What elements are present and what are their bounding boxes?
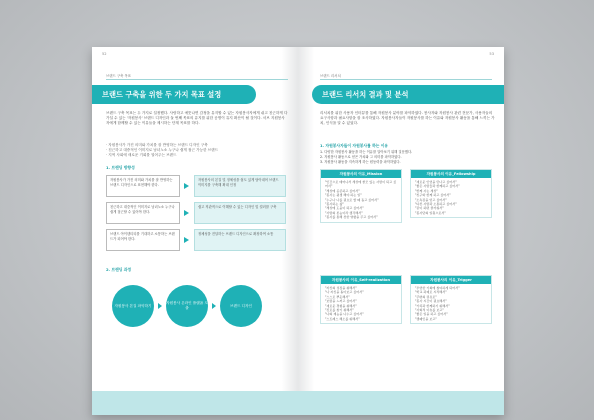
list-item: 1. 다양한 자원봉사 활동을 하는 이유를 알아보기 위해 질문했다.: [320, 150, 413, 154]
intro-text: 브랜드 구축 목표는 두 가지로 설정했다. 사랑하고 애틋나면 감정을 유지할 수 있는 자원봉사자에게 쉬고 친근하게 다가설 수 있는 '자원봉사' 브랜드 디자인과 둘 번째 목표의 유지를 위한 공명이 유지 확산이 될 것이다. 서브 지원봉사자에게 함께할 수 있는 이유들을 제시하는 단계 목표를 하다.: [106, 111, 288, 126]
direction-box: 자원봉사가 가진 의미와 가치를 잘 반영하는 브랜드 디자인으로 표현해야 한다.: [106, 175, 180, 197]
card-item: "같이 하면 즐거워서": [415, 206, 444, 211]
card-item: "인간으로 태어나서 세상에 쓸모 있는 사람이 되고 싶어서": [325, 180, 397, 189]
intro-text: 리서치를 위한 사용자 인터뷰를 통해 자원봉사 분야를 파악하였다. 봉사자와 자원봉사 관련 전문가, 사용자들의 요구사항과 필요사항을 잘 조사하였다. 자원봉사자들이 자원봉사를 하는 이유와 자원봉사 활동을 통해 느끼는 가치, 인식을 알 수 있었다.: [320, 111, 495, 126]
divider: [320, 79, 492, 80]
arrow-right-icon: [212, 303, 216, 309]
card-item: "소속감을 얻고 싶어서": [415, 197, 447, 202]
card-title: 자원봉사의 이유_Fellowship: [411, 170, 491, 178]
card-item: "봉사단의 일원으로서": [415, 210, 446, 215]
card-item: "누구나 나를 필요로 할 때 돕고 싶어서": [325, 197, 379, 202]
card-item: "봉사는 평생 해야 하는 일": [325, 193, 362, 198]
bullet-item: · 지역 사회에 새로운 기회를 열어주는 브랜드: [106, 153, 177, 157]
card-item: "학교 과제로 시작해서": [415, 290, 447, 295]
card-items: [411, 178, 491, 217]
process-step-circle: [166, 285, 208, 327]
arrow-right-icon: [158, 303, 162, 309]
section-label: 브랜드 리서치: [320, 74, 341, 78]
page-title: 브랜드 리서치 결과 및 분석: [312, 85, 504, 104]
card-items: [321, 178, 401, 222]
reason-card-fellowship: [410, 169, 492, 218]
process-step-circle: [220, 285, 262, 327]
card-item: "봉사 시간이 필요해서": [415, 299, 447, 304]
card-item: "우연한 기회에 참여하게 되어서": [415, 286, 460, 290]
direction-result-box: 쉽고 직관적으로 이해할 수 있는 디자인 및 컬러를 구축: [194, 202, 286, 224]
card-items: [411, 284, 491, 323]
card-item: "자신의 성장을 위해서": [325, 286, 357, 290]
page-number: 52: [102, 52, 107, 56]
card-item: "사람의 본능이라 생각해서": [325, 210, 363, 215]
reason-card-trigger: [410, 275, 492, 324]
process-step-label: 자원봉사 온라인 플랫폼 도출: [166, 301, 208, 310]
left-page: [92, 47, 298, 415]
direction-result-box: 자원봉사의 본질 및 정체성을 쉽도 있게 담아내어 브랜드 이미지를 구축해 확대 인정: [194, 175, 286, 197]
arrow-right-icon: [184, 183, 189, 189]
right-page: [298, 47, 504, 415]
card-item: "세상에 공존하고 싶어서": [325, 188, 360, 193]
card-item: "진로를 찾기 위해서": [325, 308, 354, 313]
card-item: "봉사를 통해 선한 영향을 주고 싶어서": [325, 215, 378, 220]
card-item: "좋은 일을 하고 싶어서": [415, 312, 448, 317]
card-item: "스트레스 해소를 위해서": [325, 316, 360, 321]
subheading-reasons: 1. 자원봉사자들이 자원봉사를 하는 이유: [320, 143, 389, 148]
section-label: 브랜드 구축 목표: [106, 74, 132, 78]
card-item: "봉사하는 삶": [325, 202, 344, 207]
bullet-item: · 친근하고 대중적인 이미지로 남녀노소 누구나 쉽게 접근 가능한 브랜드: [106, 148, 219, 152]
list-item: 3. 자원봉사 활동을 지속하게 하는 원동력을 파악하였다.: [320, 160, 401, 164]
card-title: 자원봉사의 이유_Trigger: [411, 276, 491, 284]
process-step-label: 브랜드 디자인: [230, 303, 252, 308]
booklet-spread: [92, 47, 504, 415]
divider: [106, 79, 288, 80]
subheading-direction: 1. 브랜딩 방향성: [106, 165, 135, 170]
arrow-right-icon: [184, 210, 189, 216]
list-item: 2. 자원봉사 활동으로 얻은 가치와 그 의미를 파악하였다.: [320, 155, 402, 159]
page-number: 53: [489, 52, 494, 56]
bottom-strip: [92, 391, 298, 415]
subheading-process: 2. 브랜딩 과정: [106, 267, 132, 272]
card-item: "보람을 느끼고 싶어서": [325, 299, 357, 304]
card-item: "나 자신을 돌아보고 싶어서": [325, 290, 364, 295]
direction-result-box: 정체성을 전달하는 브랜드 디자인으로 확장하여 소통: [194, 229, 286, 251]
card-title: 자원봉사의 이유_Self-realization: [321, 276, 401, 284]
arrow-right-icon: [184, 237, 189, 243]
direction-box: 브랜드 아이덴티티를 기대하고 소통하는 브랜드가 되어야 한다.: [106, 229, 180, 251]
card-item: "새로운 인연을 만나고 싶어서": [415, 180, 457, 184]
card-item: "나의 재능을 나누고 싶어서": [325, 312, 364, 317]
process-step-circle: [112, 285, 154, 327]
direction-box: 친근하고 대중적인 이미지로 남녀노소 누구나 쉽게 접근할 수 있어야 한다.: [106, 202, 180, 224]
card-item: "스스로 뿌듯해서": [325, 294, 350, 299]
card-item: "캠페인을 보고": [415, 316, 437, 321]
card-item: "주변의 권유로": [415, 294, 437, 299]
bullet-item: · 자원봉사가 가진 의미와 가치를 잘 반영하는 브랜드 디자인 구축: [106, 143, 208, 147]
card-item: "사회적 이슈를 보고": [415, 308, 444, 313]
card-item: "새로운 경험을 위해서": [325, 303, 357, 308]
card-item: "가족과 함께하기 위해서": [415, 303, 450, 308]
bottom-strip: [298, 391, 504, 415]
card-item: "친구와 함께 하고 싶어서": [415, 193, 451, 198]
card-item: "함께 사는 세상": [415, 188, 438, 193]
process-step-label: 자원봉사 본질 파악하기: [114, 303, 152, 308]
reason-card-mission: [320, 169, 402, 223]
card-title: 자원봉사의 이유_Mission: [321, 170, 401, 178]
reason-card-self-realization: [320, 275, 402, 324]
card-items: [321, 284, 401, 323]
card-item: "다른 사람과 소통하고 싶어서": [415, 202, 457, 207]
page-title: 브랜드 구축을 위한 두 가지 목표 설정: [92, 85, 256, 104]
card-item: "좋은 사람들과 함께하고 싶어서": [415, 184, 460, 189]
card-item: "세상에 도움이 되고 싶어서": [325, 206, 364, 211]
